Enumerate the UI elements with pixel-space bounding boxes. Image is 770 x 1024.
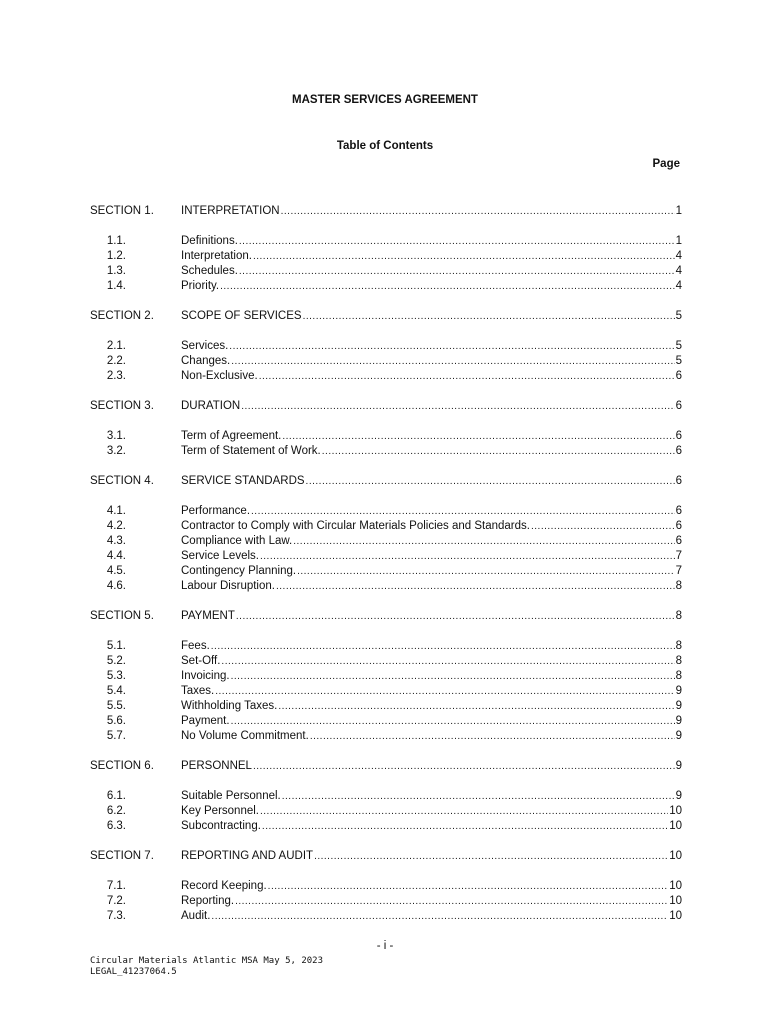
toc-label: Non-Exclusive. bbox=[181, 370, 258, 382]
toc-entry bbox=[181, 699, 682, 714]
toc-number: 5.5. bbox=[106, 700, 126, 712]
toc-subsection-row[interactable] bbox=[0, 789, 770, 804]
toc-label: Record Keeping. bbox=[181, 880, 267, 892]
toc-leader-dots bbox=[231, 714, 675, 729]
toc-label: Schedules. bbox=[181, 265, 238, 277]
toc-subsection-row[interactable] bbox=[0, 714, 770, 729]
toc-number: 4.1. bbox=[106, 505, 126, 517]
toc-label: Labour Disruption. bbox=[181, 580, 275, 592]
toc-leader-dots bbox=[297, 564, 675, 579]
toc-section-row[interactable] bbox=[0, 849, 770, 864]
toc-label: Key Personnel. bbox=[181, 805, 259, 817]
toc-leader-dots bbox=[236, 609, 675, 624]
toc-number: 2.3. bbox=[106, 370, 126, 382]
toc-number: SECTION 5. bbox=[90, 610, 154, 622]
toc-leader-dots bbox=[253, 759, 675, 774]
toc-page-number: 6 bbox=[675, 370, 682, 382]
toc-page-number: 10 bbox=[669, 820, 682, 832]
toc-entry bbox=[181, 534, 682, 549]
toc-number: 4.5. bbox=[106, 565, 126, 577]
toc-label: Contingency Planning. bbox=[181, 565, 297, 577]
toc-number: 5.6. bbox=[106, 715, 126, 727]
toc-leader-dots bbox=[229, 339, 674, 354]
toc-leader-dots bbox=[260, 804, 668, 819]
toc-subsection-row[interactable] bbox=[0, 534, 770, 549]
toc-entry bbox=[181, 789, 682, 804]
toc-entry bbox=[181, 249, 682, 264]
toc-subsection-row[interactable] bbox=[0, 264, 770, 279]
toc-label: Service Levels. bbox=[181, 550, 259, 562]
toc-page-number: 4 bbox=[675, 280, 682, 292]
toc-subsection-row[interactable] bbox=[0, 444, 770, 459]
toc-subsection-row[interactable] bbox=[0, 549, 770, 564]
toc-number: 1.4. bbox=[106, 280, 126, 292]
toc-leader-dots bbox=[220, 279, 674, 294]
toc-number: 6.2. bbox=[106, 805, 126, 817]
toc-page-number: 6 bbox=[675, 535, 682, 547]
toc-entry bbox=[181, 204, 682, 219]
footer-line-2: LEGAL_41237064.5 bbox=[90, 967, 177, 977]
toc-page-number: 9 bbox=[675, 715, 682, 727]
toc-entry bbox=[181, 399, 682, 414]
toc-leader-dots bbox=[303, 309, 675, 324]
toc-number: 5.7. bbox=[106, 730, 126, 742]
toc-page-number: 10 bbox=[669, 880, 682, 892]
toc-number: 4.4. bbox=[106, 550, 126, 562]
toc-page-number: 8 bbox=[675, 610, 682, 622]
toc-label: Services. bbox=[181, 340, 229, 352]
toc-leader-dots bbox=[241, 399, 674, 414]
toc-entry bbox=[181, 804, 682, 819]
toc-page-number: 10 bbox=[669, 895, 682, 907]
toc-entry bbox=[181, 639, 682, 654]
toc-leader-dots bbox=[239, 234, 675, 249]
toc-leader-dots bbox=[281, 204, 675, 219]
toc-entry bbox=[181, 609, 682, 624]
page-column-header: Page bbox=[652, 158, 680, 170]
toc-number: 5.3. bbox=[106, 670, 126, 682]
toc-label: PERSONNEL bbox=[181, 760, 252, 772]
page-number: - i - bbox=[376, 940, 394, 952]
toc-leader-dots bbox=[306, 474, 675, 489]
toc-subsection-row[interactable] bbox=[0, 654, 770, 669]
toc-subsection-row[interactable] bbox=[0, 684, 770, 699]
toc-label: Set-Off. bbox=[181, 655, 221, 667]
toc-label: SERVICE STANDARDS bbox=[181, 475, 305, 487]
toc-page-number: 6 bbox=[675, 445, 682, 457]
toc-number: 4.3. bbox=[106, 535, 126, 547]
toc-page-number: 7 bbox=[675, 565, 682, 577]
toc-subsection-row[interactable] bbox=[0, 639, 770, 654]
toc-section-row[interactable] bbox=[0, 609, 770, 624]
toc-leader-dots bbox=[231, 669, 675, 684]
toc-subsection-row[interactable] bbox=[0, 234, 770, 249]
toc-page-number: 8 bbox=[675, 640, 682, 652]
toc-number: 6.3. bbox=[106, 820, 126, 832]
toc-number: 1.2. bbox=[106, 250, 126, 262]
toc-page-number: 6 bbox=[675, 475, 682, 487]
toc-number: 3.1. bbox=[106, 430, 126, 442]
toc-leader-dots bbox=[531, 519, 675, 534]
toc-leader-dots bbox=[268, 879, 669, 894]
toc-leader-dots bbox=[215, 684, 674, 699]
toc-page-number: 4 bbox=[675, 250, 682, 262]
document-title: MASTER SERVICES AGREEMENT bbox=[292, 94, 478, 106]
toc-label: Reporting. bbox=[181, 895, 235, 907]
toc-number: 1.3. bbox=[106, 265, 126, 277]
toc-subsection-row[interactable] bbox=[0, 894, 770, 909]
toc-number: SECTION 3. bbox=[90, 400, 154, 412]
toc-subsection-row[interactable] bbox=[0, 564, 770, 579]
toc-entry bbox=[181, 549, 682, 564]
toc-leader-dots bbox=[211, 909, 668, 924]
toc-page-number: 9 bbox=[675, 760, 682, 772]
toc-title: Table of Contents bbox=[336, 140, 434, 152]
toc-leader-dots bbox=[253, 249, 675, 264]
toc-page-number: 8 bbox=[675, 580, 682, 592]
toc-label: Suitable Personnel. bbox=[181, 790, 281, 802]
toc-entry bbox=[181, 579, 682, 594]
toc-number: 1.1. bbox=[106, 235, 126, 247]
toc-leader-dots bbox=[262, 819, 668, 834]
toc-leader-dots bbox=[310, 729, 675, 744]
toc-number: 7.3. bbox=[106, 910, 126, 922]
toc-entry bbox=[181, 369, 682, 384]
toc-page-number: 6 bbox=[675, 520, 682, 532]
document-footer bbox=[90, 956, 323, 978]
toc-label: Subcontracting. bbox=[181, 820, 261, 832]
toc-number: 7.2. bbox=[106, 895, 126, 907]
toc-leader-dots bbox=[251, 504, 675, 519]
toc-entry bbox=[181, 819, 682, 834]
toc-page-number: 9 bbox=[675, 790, 682, 802]
toc-number: 5.4. bbox=[106, 685, 126, 697]
toc-page-number: 9 bbox=[675, 685, 682, 697]
toc-subsection-row[interactable] bbox=[0, 249, 770, 264]
toc-number: SECTION 6. bbox=[90, 760, 154, 772]
toc-entry bbox=[181, 909, 682, 924]
toc-page-number: 1 bbox=[675, 205, 682, 217]
toc-subsection-row[interactable] bbox=[0, 579, 770, 594]
toc-page-number: 6 bbox=[675, 505, 682, 517]
toc-page-number: 10 bbox=[669, 910, 682, 922]
footer-line-1: Circular Materials Atlantic MSA May 5, 2023 bbox=[90, 956, 323, 966]
toc-page-number: 5 bbox=[675, 355, 682, 367]
toc-label: Interpretation. bbox=[181, 250, 252, 262]
toc-label: Compliance with Law. bbox=[181, 535, 293, 547]
toc-number: 2.2. bbox=[106, 355, 126, 367]
toc-leader-dots bbox=[276, 579, 675, 594]
toc-page-number: 10 bbox=[669, 805, 682, 817]
toc-page-number: 5 bbox=[675, 340, 682, 352]
toc-subsection-row[interactable] bbox=[0, 339, 770, 354]
toc-subsection-row[interactable] bbox=[0, 909, 770, 924]
toc-number: 2.1. bbox=[106, 340, 126, 352]
toc-page-number: 5 bbox=[675, 310, 682, 322]
toc-entry bbox=[181, 894, 682, 909]
toc-label: Priority. bbox=[181, 280, 220, 292]
toc-label: Changes. bbox=[181, 355, 231, 367]
toc-number: 5.1. bbox=[106, 640, 126, 652]
toc-leader-dots bbox=[322, 444, 675, 459]
toc-entry bbox=[181, 654, 682, 669]
toc-subsection-row[interactable] bbox=[0, 819, 770, 834]
toc-leader-dots bbox=[211, 639, 675, 654]
toc-leader-dots bbox=[282, 429, 674, 444]
toc-section-row[interactable] bbox=[0, 474, 770, 489]
toc-label: No Volume Commitment. bbox=[181, 730, 309, 742]
toc-label: Invoicing. bbox=[181, 670, 230, 682]
toc-page-number: 9 bbox=[675, 700, 682, 712]
toc-subsection-row[interactable] bbox=[0, 804, 770, 819]
toc-page-number: 1 bbox=[675, 235, 682, 247]
toc-label: Contractor to Comply with Circular Materials Policies and Standards. bbox=[181, 520, 530, 532]
toc-entry bbox=[181, 684, 682, 699]
toc-subsection-row[interactable] bbox=[0, 354, 770, 369]
toc-entry bbox=[181, 849, 682, 864]
toc-label: PAYMENT bbox=[181, 610, 235, 622]
toc-section-row[interactable] bbox=[0, 204, 770, 219]
toc-label: Definitions. bbox=[181, 235, 238, 247]
toc-label: Term of Statement of Work. bbox=[181, 445, 321, 457]
toc-number: SECTION 2. bbox=[90, 310, 154, 322]
toc-entry bbox=[181, 264, 682, 279]
toc-leader-dots bbox=[314, 849, 668, 864]
toc-section-row[interactable] bbox=[0, 399, 770, 414]
toc-number: SECTION 4. bbox=[90, 475, 154, 487]
toc-section-row[interactable] bbox=[0, 759, 770, 774]
toc-number: SECTION 7. bbox=[90, 850, 154, 862]
toc-entry bbox=[181, 279, 682, 294]
toc-label: Performance. bbox=[181, 505, 251, 517]
toc-number: 4.2. bbox=[106, 520, 126, 532]
toc-page-number: 7 bbox=[675, 550, 682, 562]
toc-entry bbox=[181, 429, 682, 444]
toc-number: SECTION 1. bbox=[90, 205, 154, 217]
toc-label: Taxes. bbox=[181, 685, 215, 697]
toc-entry bbox=[181, 444, 682, 459]
toc-subsection-row[interactable] bbox=[0, 879, 770, 894]
toc-label: SCOPE OF SERVICES bbox=[181, 310, 302, 322]
toc-entry bbox=[181, 354, 682, 369]
toc-leader-dots bbox=[221, 654, 674, 669]
toc-page-number: 4 bbox=[675, 265, 682, 277]
toc-label: Term of Agreement. bbox=[181, 430, 282, 442]
toc-subsection-row[interactable] bbox=[0, 699, 770, 714]
toc-subsection-row[interactable] bbox=[0, 429, 770, 444]
toc-entry bbox=[181, 309, 682, 324]
toc-label: Audit. bbox=[181, 910, 211, 922]
toc-number: 5.2. bbox=[106, 655, 126, 667]
toc-subsection-row[interactable] bbox=[0, 729, 770, 744]
toc-label: REPORTING AND AUDIT bbox=[181, 850, 314, 862]
toc-entry bbox=[181, 474, 682, 489]
toc-entry bbox=[181, 234, 682, 249]
toc-entry bbox=[181, 564, 682, 579]
toc-subsection-row[interactable] bbox=[0, 279, 770, 294]
toc-entry bbox=[181, 729, 682, 744]
toc-number: 6.1. bbox=[106, 790, 126, 802]
toc-leader-dots bbox=[235, 894, 668, 909]
toc-leader-dots bbox=[239, 264, 675, 279]
toc-number: 3.2. bbox=[106, 445, 126, 457]
toc-entry bbox=[181, 714, 682, 729]
toc-entry bbox=[181, 879, 682, 894]
toc-page-number: 6 bbox=[675, 430, 682, 442]
toc-entry bbox=[181, 759, 682, 774]
toc-subsection-row[interactable] bbox=[0, 504, 770, 519]
toc-leader-dots bbox=[293, 534, 674, 549]
toc-label: Fees. bbox=[181, 640, 210, 652]
toc-page-number: 8 bbox=[675, 670, 682, 682]
toc-subsection-row[interactable] bbox=[0, 369, 770, 384]
toc-number: 7.1. bbox=[106, 880, 126, 892]
toc-label: Payment. bbox=[181, 715, 230, 727]
toc-entry bbox=[181, 339, 682, 354]
toc-leader-dots bbox=[282, 789, 675, 804]
toc-entry bbox=[181, 504, 682, 519]
toc-leader-dots bbox=[259, 369, 675, 384]
toc-subsection-row[interactable] bbox=[0, 519, 770, 534]
toc-page-number: 8 bbox=[675, 655, 682, 667]
toc-leader-dots bbox=[260, 549, 675, 564]
toc-label: DURATION bbox=[181, 400, 241, 412]
toc-subsection-row[interactable] bbox=[0, 669, 770, 684]
toc-section-row[interactable] bbox=[0, 309, 770, 324]
toc-label: Withholding Taxes. bbox=[181, 700, 278, 712]
toc-number: 4.6. bbox=[106, 580, 126, 592]
toc-leader-dots bbox=[231, 354, 674, 369]
toc-entry bbox=[181, 669, 682, 684]
toc-page-number: 9 bbox=[675, 730, 682, 742]
toc-leader-dots bbox=[278, 699, 674, 714]
toc-page-number: 10 bbox=[669, 850, 682, 862]
toc-label: INTERPRETATION bbox=[181, 205, 280, 217]
toc-entry bbox=[181, 519, 682, 534]
toc-page-number: 6 bbox=[675, 400, 682, 412]
